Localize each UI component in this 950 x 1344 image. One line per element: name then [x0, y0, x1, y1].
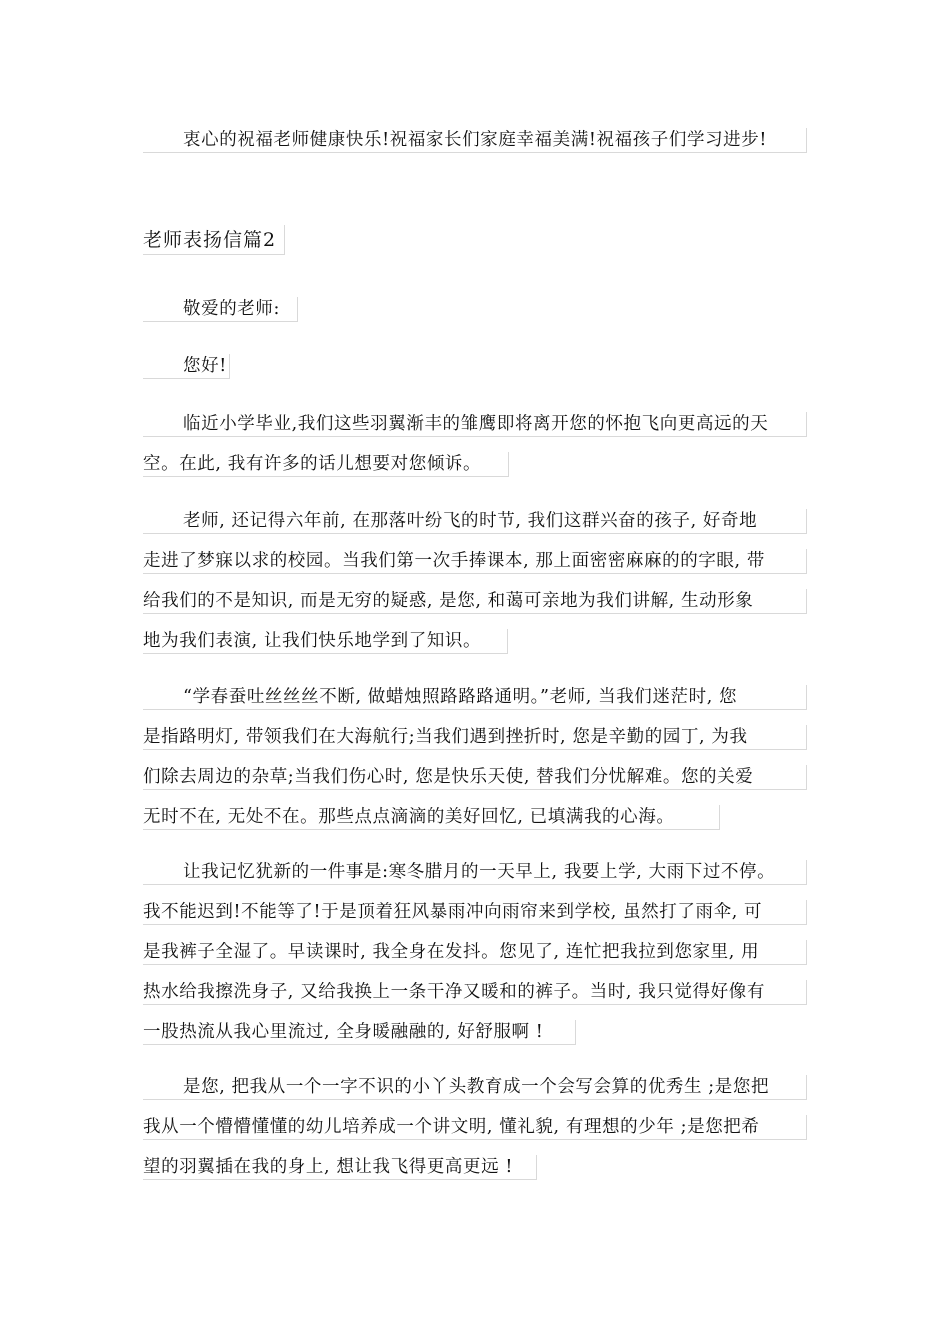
- greeting: [143, 354, 807, 379]
- body-paragraph-2: [143, 509, 807, 654]
- text-line: 热水给我擦洗身子, 又给我换上一条干净又暖和的裤子。当时, 我只觉得好像有: [143, 980, 807, 1005]
- text-line: 一股热流从我心里流过, 全身暖融融的, 好舒服啊 !: [143, 1020, 576, 1045]
- text-line: 是我裤子全湿了。早读课时, 我全身在发抖。您见了, 连忙把我拉到您家里, 用: [143, 940, 807, 965]
- body-paragraph-1: [143, 412, 807, 477]
- text-line: 老师, 还记得六年前, 在那落叶纷飞的时节, 我们这群兴奋的孩子, 好奇地: [143, 509, 807, 534]
- body-paragraph-4: [143, 860, 807, 1045]
- text-line: “学春蚕吐丝丝丝不断, 做蜡烛照路路路通明。”老师, 当我们迷茫时, 您: [143, 685, 807, 710]
- text-line: 给我们的不是知识, 而是无穷的疑惑, 是您, 和蔼可亲地为我们讲解, 生动形象: [143, 589, 807, 614]
- text-line: 我不能迟到!不能等了!于是顶着狂风暴雨冲向雨帘来到学校, 虽然打了雨伞, 可: [143, 900, 807, 925]
- text-line: 敬爱的老师:: [143, 297, 298, 322]
- body-paragraph-5: [143, 1075, 807, 1180]
- text-line: 望的羽翼插在我的身上, 想让我飞得更高更远 !: [143, 1155, 537, 1180]
- text-line: 们除去周边的杂草;当我们伤心时, 您是快乐天使, 替我们分忧解难。您的关爱: [143, 765, 807, 790]
- text-line: 衷心的祝福老师健康快乐!祝福家长们家庭幸福美满!祝福孩子们学习进步!: [143, 128, 807, 153]
- text-line: 空。在此, 我有许多的话儿想要对您倾诉。: [143, 452, 509, 477]
- text-line: 地为我们表演, 让我们快乐地学到了知识。: [143, 629, 508, 654]
- text-line: 我从一个懵懵懂懂的幼儿培养成一个讲文明, 懂礼貌, 有理想的少年 ;是您把希: [143, 1115, 807, 1140]
- text-line: 您好!: [143, 354, 230, 379]
- text-line: 临近小学毕业,我们这些羽翼渐丰的雏鹰即将离开您的怀抱飞向更高远的天: [143, 412, 807, 437]
- text-line: 是您, 把我从一个一字不识的小丫头教育成一个会写会算的优秀生 ;是您把: [143, 1075, 807, 1100]
- text-line: 无时不在, 无处不在。那些点点滴滴的美好回忆, 已填满我的心海。: [143, 805, 720, 830]
- text-line: 走进了梦寐以求的校园。当我们第一次手捧课本, 那上面密密麻麻的的字眼, 带: [143, 549, 807, 574]
- body-paragraph-3: [143, 685, 807, 830]
- salutation: [143, 297, 807, 322]
- section-heading: 老师表扬信篇2: [143, 225, 285, 255]
- text-line: 让我记忆犹新的一件事是:寒冬腊月的一天早上, 我要上学, 大雨下过不停。: [143, 860, 807, 885]
- intro-paragraph: [143, 128, 807, 153]
- text-line: 是指路明灯, 带领我们在大海航行;当我们遇到挫折时, 您是辛勤的园丁, 为我: [143, 725, 807, 750]
